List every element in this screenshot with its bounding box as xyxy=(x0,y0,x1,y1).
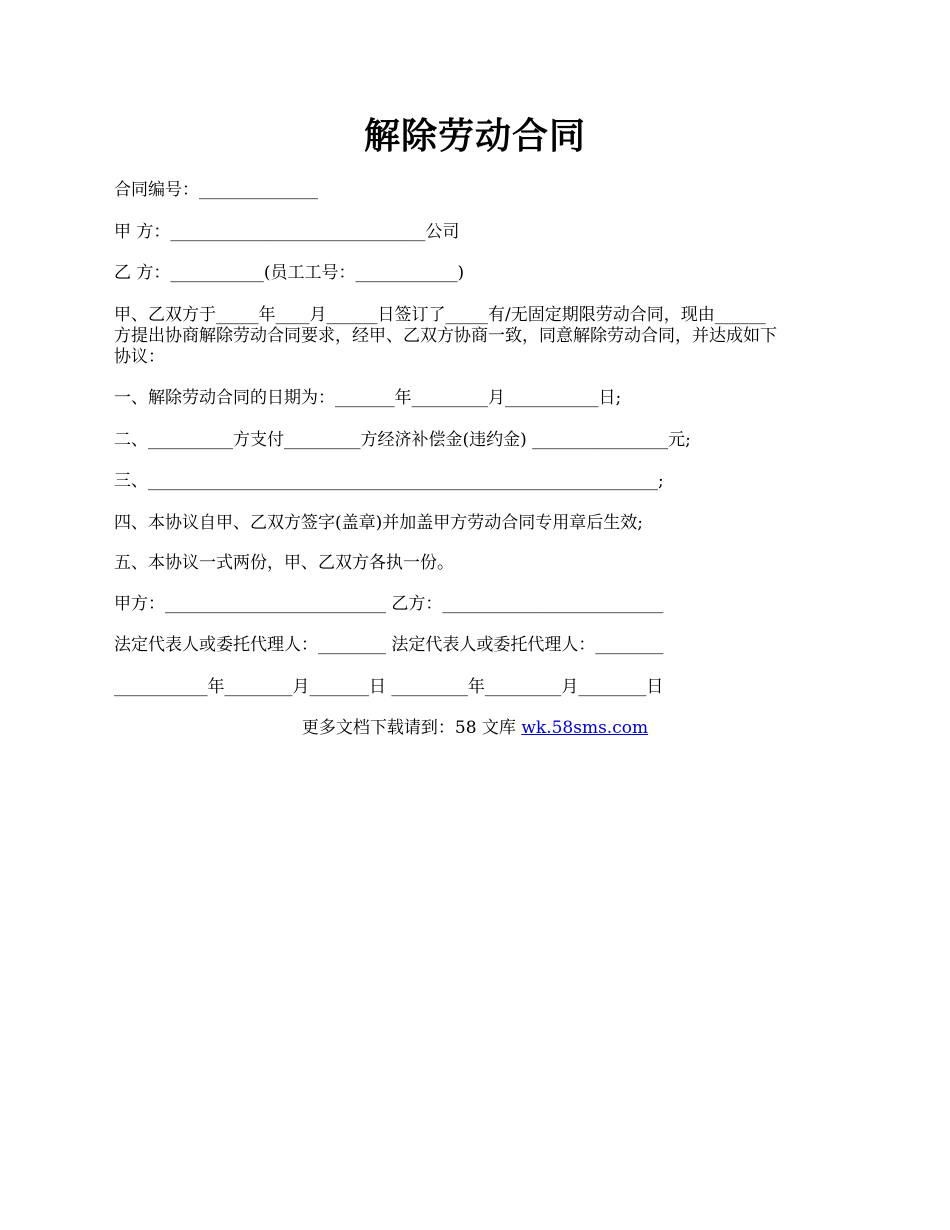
clause-2-compensation: 二、__________方支付_________方经济补偿金(违约金) ________________元; xyxy=(114,430,691,450)
paragraph-line: 方提出协商解除劳动合同要求，经甲、乙双方协商一致，同意解除劳动合同，并达成如下 xyxy=(114,326,777,346)
clause-4-effective: 四、本协议自甲、乙双方签字(盖章)并加盖甲方劳动合同专用章后生效; xyxy=(114,513,643,533)
download-footer xyxy=(0,718,950,739)
contract-number-line: 合同编号：______________ xyxy=(114,180,318,200)
clause-5-copies: 五、本协议一式两份，甲、乙双方各执一份。 xyxy=(114,553,454,573)
paragraph-line: 协议： xyxy=(114,347,165,367)
clause-3-blank: 三、____________________________________________________________; xyxy=(114,471,664,491)
party-a-line: 甲 方：______________________________公司 xyxy=(114,222,460,242)
document-title: 解除劳动合同 xyxy=(363,115,586,157)
agreement-intro-paragraph xyxy=(114,305,841,368)
footer-text: 更多文档下载请到：58 文库 xyxy=(301,718,522,738)
footer-link[interactable]: wk.58sms.com xyxy=(521,718,649,738)
legal-representative-line: 法定代表人或委托代理人：________ 法定代表人或委托代理人：________ xyxy=(114,635,664,655)
paragraph-line: 甲、乙双方于_____年____月______日签订了_____有/无固定期限劳动合同，现由______ xyxy=(114,305,766,325)
signature-date-line: ___________年________月_______日 _________年_________月________日 xyxy=(114,677,664,697)
party-b-line: 乙 方：___________(员工工号：____________) xyxy=(114,263,465,283)
signature-parties-line: 甲方：__________________________ 乙方：__________________________ xyxy=(114,594,664,614)
clause-1-termination-date: 一、解除劳动合同的日期为：_______年_________月___________日; xyxy=(114,388,622,408)
